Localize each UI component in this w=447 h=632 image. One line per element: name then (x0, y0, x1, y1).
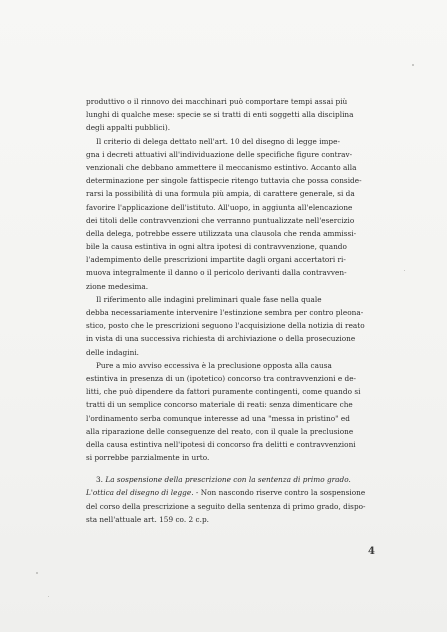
text-line: tratti di un semplice concorso materiale di reati: senza dimenticare che (86, 400, 353, 410)
text-line: produttivo o il rinnovo dei macchinari può comportare tempi assai più (86, 97, 348, 106)
text-line: l'ordinamento serba comunque interesse ad una "messa in pristino" ed (86, 413, 350, 423)
text-line: estintiva in presenza di un (ipotetico) concorso tra contravvenzioni e de- (86, 373, 357, 383)
text-line: muova integralmente il danno o il pericolo derivanti dalla contravven- (86, 268, 347, 278)
text-line: bile la causa estintiva in ogni altra ipotesi di contravvenzione, quando (86, 242, 347, 252)
text-line: alla riparazione delle conseguenze del reato, con il quale la preclusione (86, 426, 354, 436)
text-line: l'adempimento delle prescrizioni impartite dagli organi accertatori ri- (86, 255, 346, 265)
text-line: rarsi la possibilità di una formula più ampia, di carattere generale, si da (86, 189, 355, 199)
text-line: gna i decreti attuativi all'individuazione delle specifiche figure contrav- (86, 149, 353, 159)
text-line: determinazione per singole fattispecie ritengo tuttavia che possa conside- (86, 176, 362, 186)
text-line: dei titoli delle contravvenzioni che verranno puntualizzate nell'esercizio (86, 215, 355, 225)
text-line (86, 486, 366, 499)
text-line: sta nell'attuale art. 159 co. 2 c.p. (86, 514, 209, 524)
section-gap (86, 464, 366, 473)
body-text (86, 95, 366, 526)
paper-speck (48, 596, 49, 597)
text-line: zione medesima. (86, 281, 149, 291)
section-title: La sospensione della prescrizione con la sentenza di primo grado. (105, 475, 351, 485)
text-line: litti, che può dipendere da fattori puramente contingenti, come quando si (86, 387, 361, 397)
text-line: venzionali che debbano ammettere il meccanismo estintivo. Accanto alla (86, 162, 357, 172)
text-line: si porrebbe parzialmente in urto. (86, 453, 210, 463)
section-heading (86, 473, 366, 486)
page-number: 4 (368, 546, 375, 557)
paper-speck (404, 270, 405, 271)
text-line: della delega, potrebbe essere utilizzata una clausola che renda ammissi- (86, 228, 357, 238)
text-line: debba necessariamente intervenire l'estinzione sembra per contro pleona- (86, 308, 364, 317)
section-subtitle: L'ottica del disegno di legge. (86, 488, 194, 498)
text-run: - Non nascondo riserve contro la sospensione (193, 488, 366, 498)
text-line: favorire l'applicazione dell'istituto. All'uopo, in aggiunta all'elencazione (86, 202, 353, 212)
text-line: della causa estintiva nell'ipotesi di concorso fra delitti e contravvenzioni (86, 439, 356, 449)
text-line: Il criterio di delega dettato nell'art. 10 del disegno di legge impe- (96, 136, 340, 146)
text-line: lunghi di qualche mese: specie se si tratti di enti soggetti alla disciplina (86, 110, 354, 120)
paper-speck (36, 572, 38, 574)
text-line: in vista di una successiva richiesta di archiviazione o della prosecuzione (86, 334, 356, 344)
text-line: stico, posto che le prescrizioni seguono l'acquisizione della notizia di reato (86, 321, 365, 331)
text-line: degli appalti pubblici). (86, 123, 171, 133)
text-line: Pure a mio avviso eccessiva è la preclusione opposta alla causa (96, 360, 332, 370)
paper-speck (412, 64, 414, 66)
text-line: del corso della prescrizione a seguito della sentenza di primo grado, dispo- (86, 501, 366, 511)
section-number: 3. (96, 475, 106, 485)
text-line: Il riferimento alle indagini preliminari quale fase nella quale (96, 294, 322, 304)
text-line: delle indagini. (86, 347, 140, 357)
